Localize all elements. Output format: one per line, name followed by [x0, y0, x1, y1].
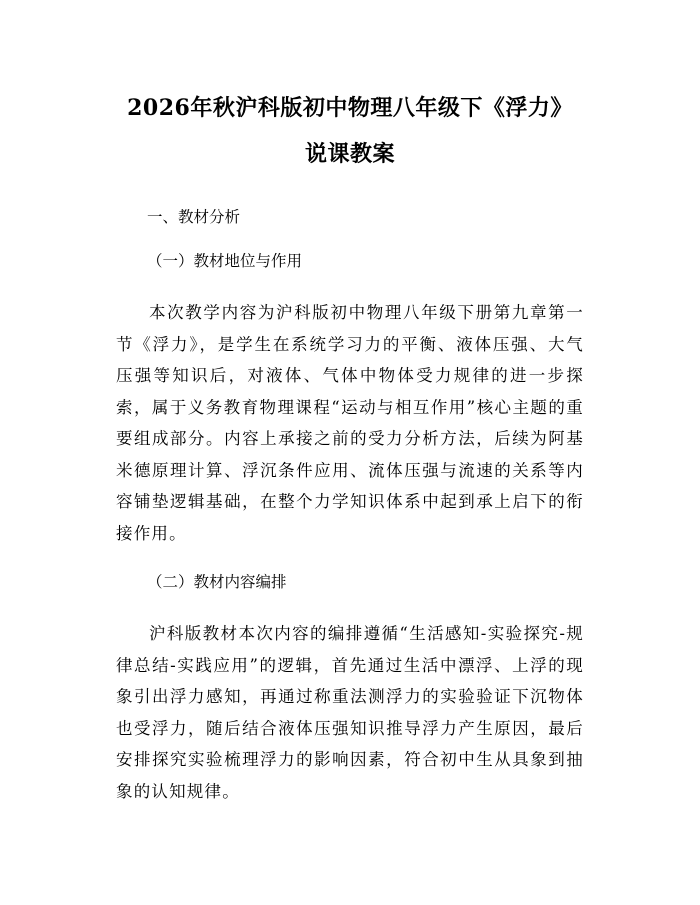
section-heading-teaching-material-analysis: 一、教材分析	[147, 208, 241, 226]
paragraph-content-arrangement: 沪科版教材本次内容的编排遵循“生活感知-实验探究-规律总结-实践应用”的逻辑，首先通过生活中漂浮、上浮的现象引出浮力感知，再通过称重法测浮力的实验验证下沉物体也受浮力，随后结合液体压强知识推导浮力产生原因，最后安排探究实验梳理浮力的影响因素，符合初中生从具象到抽象的认知规律。	[116, 624, 584, 801]
document-title-line1: 2026年秋沪科版初中物理八年级下《浮力》	[127, 95, 573, 121]
subsection-heading-position-and-role: （一）教材地位与作用	[147, 252, 303, 270]
subsection-heading-content-arrangement: （二）教材内容编排	[147, 573, 287, 591]
paragraph-position-and-role: 本次教学内容为沪科版初中物理八年级下册第九章第一节《浮力》，是学生在系统学习力的平衡、液体压强、大气压强等知识后，对液体、气体中物体受力规律的进一步探索，属于义务教育物理课程“运动与相互作用”核心主题的重要组成部分。内容上承接之前的受力分析方法，后续为阿基米德原理计算、浮沉条件应用、流体压强与流速的关系等内容铺垫逻辑基础，在整个力学知识体系中起到承上启下的衔接作用。	[116, 303, 584, 543]
document-title-line2: 说课教案	[304, 141, 395, 167]
